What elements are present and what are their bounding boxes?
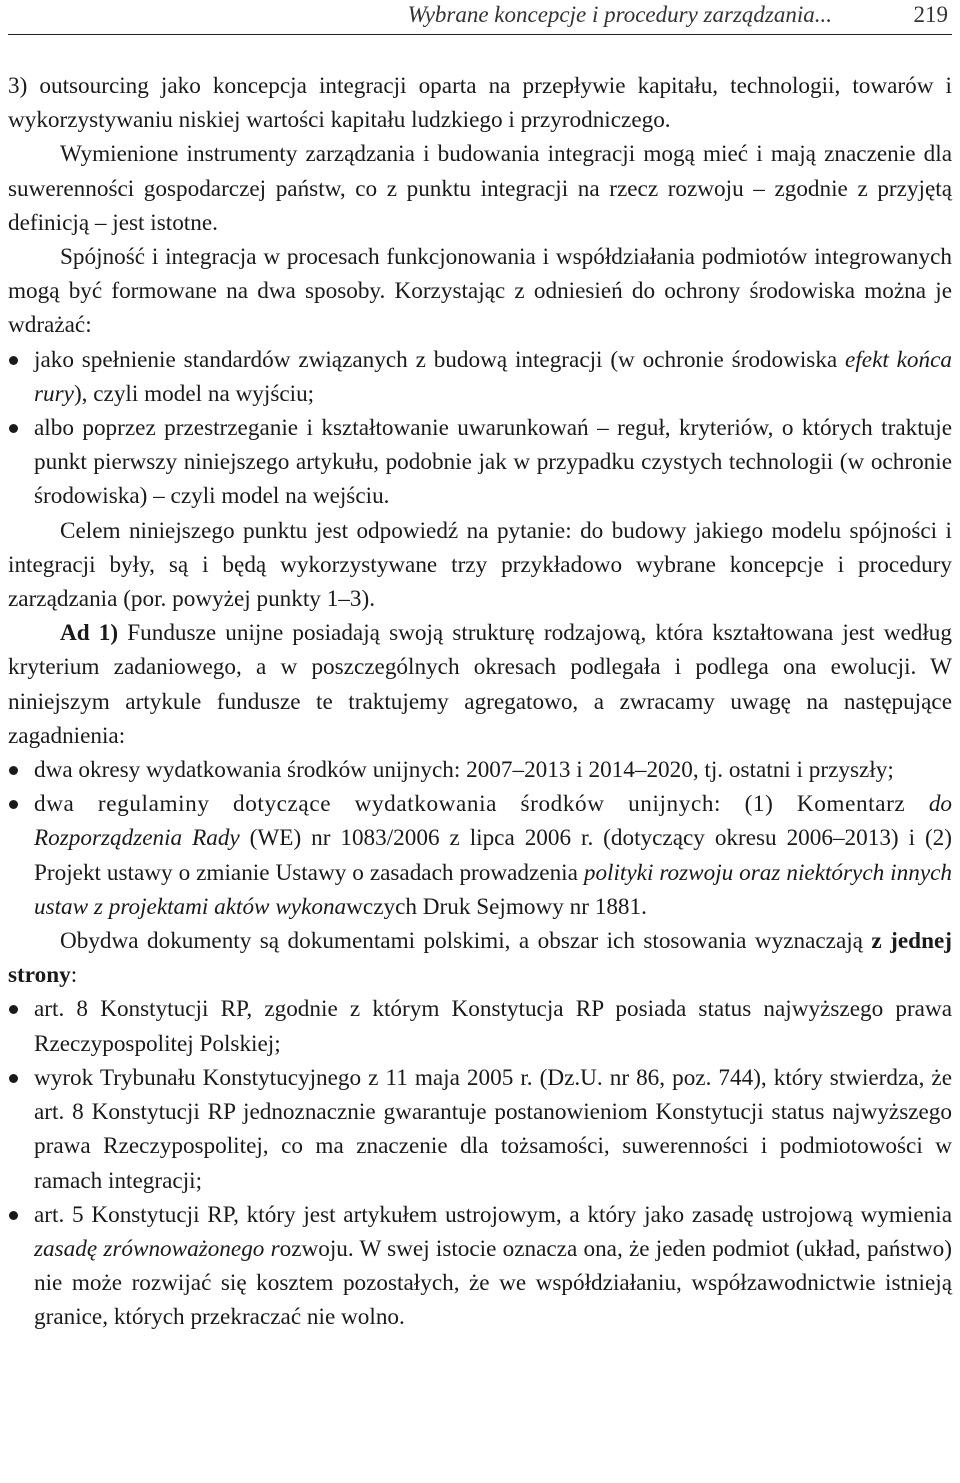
bullet-italic-term: efekt końca rury: [34, 346, 953, 407]
bullet-art5: [8, 1198, 952, 1335]
bullet-tribunal: wyrok Trybunału Konstytucyjnego z 11 maja 2005 r. (Dz.U. nr 86, poz. 744), który stwierdza, że art. 8 Konstytucji RP jednoznacznie gwarantuje postanowieniom Konstytucji status najwyższego prawa Rzeczypospolitej, co ma znaczenie dla tożsamości, suwerenności i podmiotowości w ramach integracji;: [8, 1061, 952, 1198]
paragraph-instruments: Wymienione instrumenty zarządzania i budowania integracji mogą mieć i mają znaczenie dla suwerenności gospodarczej państw, co z punktu integracji na rzecz rozwoju – zgodnie z przyjętą definicją – jest istotne.: [8, 141, 952, 236]
bullet-list-law: [8, 992, 952, 1334]
bullet-input-model: albo poprzez przestrzeganie i kształtowanie uwarunkowań – reguł, kryteriów, o których traktuje punkt pierwszy niniejszego artykułu, podobnie jak w przypadku czystych technologii (w ochronie środowiska) – czyli model na wejściu.: [8, 411, 952, 514]
paragraph-cohesion: Spójność i integracja w procesach funkcjonowania i współdziałania podmiotów integrowanych mogą być formowane na dwa sposoby. Korzystając z odniesień do ochrony środowiska można je wdrażać:: [8, 244, 952, 339]
bullet-output-model: [8, 343, 952, 411]
bullet-periods: dwa okresy wydatkowania środków unijnych: 2007–2013 i 2014–2020, tj. ostatni i przyszły;: [8, 753, 952, 787]
list-item-3: 3) outsourcing jako koncepcja integracji oparta na przepływie kapitału, technologii, towarów i wykorzystywaniu niskiej wartości kapitału ludzkiego i przyrodniczego.: [8, 73, 952, 134]
paragraph-documents: [8, 924, 952, 992]
page-body: [8, 35, 952, 1335]
document-page: [8, 0, 952, 1335]
bullet-text-end: wczych Druk Sejmowy nr 1881.: [346, 893, 647, 920]
running-title: Wybrane koncepcje i procedury zarządzania...: [407, 2, 832, 27]
page-number: 219: [913, 2, 948, 27]
bullet-text: dwa regulaminy dotyczące wydatkowania środków unijnych: (1) Komentarz: [34, 791, 929, 818]
documents-colon: :: [70, 962, 78, 989]
paragraph-ad1: [8, 616, 952, 753]
bullet-regulations: [8, 787, 952, 924]
bullet-art8: art. 8 Konstytucji RP, zgodnie z którym Konstytucja RP posiada status najwyższego prawa Rzeczypospolitej Polskiej;: [8, 992, 952, 1060]
bullet-text-end: ), czyli model na wyjściu;: [73, 380, 315, 407]
bullet-list-funds: [8, 753, 952, 924]
ad1-label: Ad 1): [60, 620, 119, 647]
bullet-italic-principle: zasadę zrównoważonego r: [34, 1235, 280, 1262]
documents-bold: z jednej strony: [8, 928, 952, 989]
page-header: [8, 0, 952, 35]
bullet-text-end: ozwoju. W swej istocie oznacza ona, że jeden podmiot (układ, państwo) nie może rozwijać się kosztem pozostałych, że we współdziałaniu, współzawodnictwie istnieją granice, których przekraczać nie wolno.: [34, 1235, 952, 1331]
bullet-list-models: [8, 343, 952, 514]
paragraph-goal: Celem niniejszego punktu jest odpowiedź na pytanie: do budowy jakiego modelu spójności i integracji były, są i będą wykorzystywane trzy przykładowo wybrane koncepcje i procedury zarządzania (por. powyżej punkty 1–3).: [8, 517, 952, 613]
bullet-text-mid: (WE) nr 1083/2006 z lipca 2006 r. (dotyczący okresu 2006–2013) i (2) Projekt ustawy o zmianie Ustawy o zasadach prowadzenia: [34, 825, 952, 886]
bullet-text: art. 5 Konstytucji RP, który jest artykułem ustrojowym, a który jako zasadę ustrojową wymienia: [34, 1201, 952, 1228]
documents-text: Obydwa dokumenty są dokumentami polskimi, a obszar ich stosowania wyznaczają: [60, 928, 872, 955]
bullet-italic-regulation: do Rozporządzenia Rady: [34, 791, 952, 852]
ad1-text: Fundusze unijne posiadają swoją strukturę rodzajową, która kształtowana jest według kryterium zadaniowego, a w poszczególnych okresach podlegała i podlega ona ewolucji. W niniejszym artykule fundusze te traktujemy agregatowo, a zwracamy uwagę na następujące zagadnienia:: [8, 620, 952, 749]
bullet-italic-bill: polityki rozwoju oraz niektórych innych ustaw z projektami aktów wykona: [34, 859, 952, 920]
bullet-text: jako spełnienie standardów związanych z budową integracji (w ochronie środowiska: [34, 346, 846, 373]
